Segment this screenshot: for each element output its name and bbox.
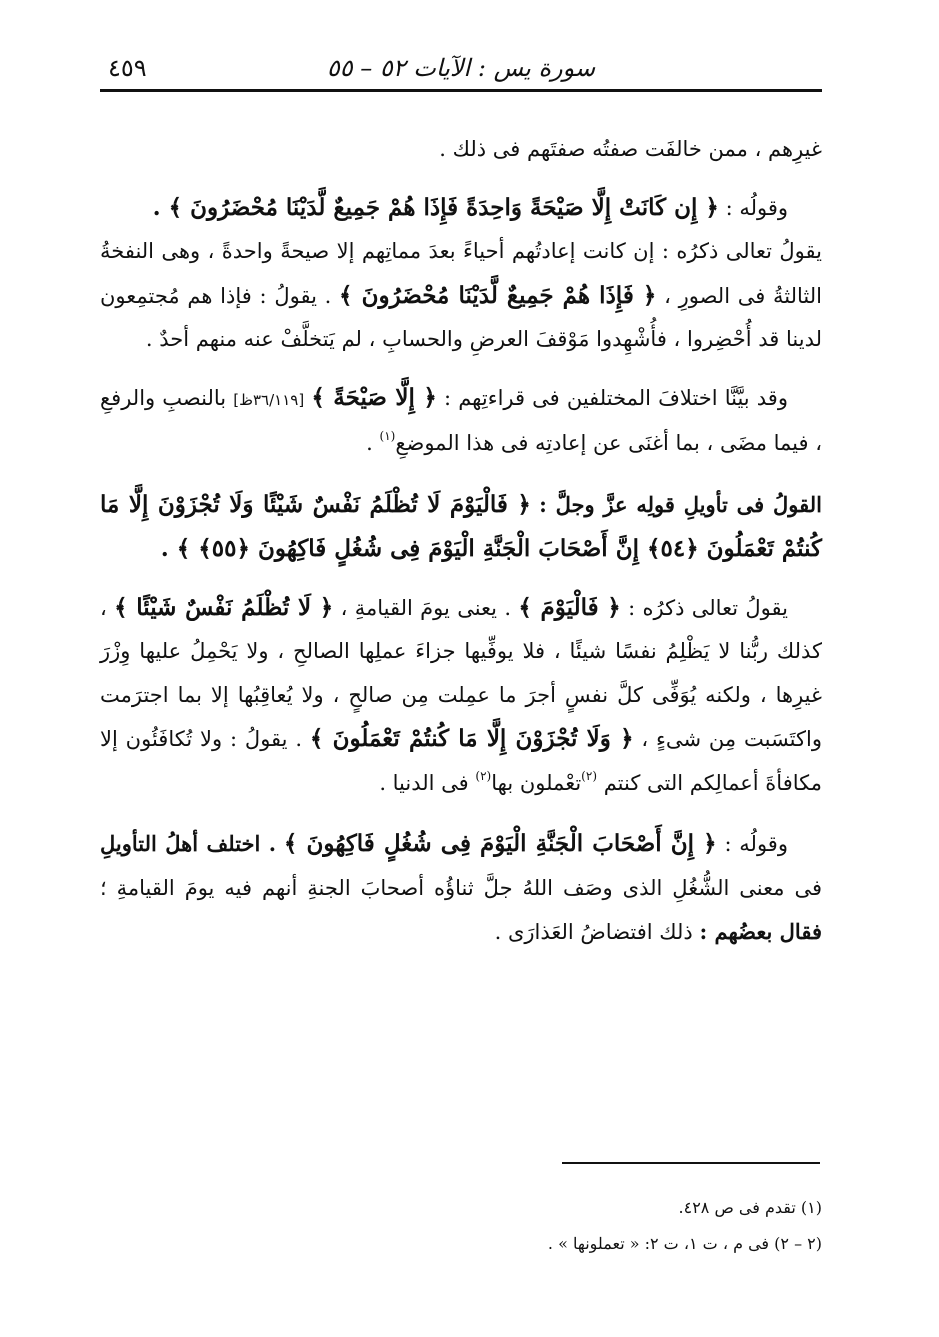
text: يقولُ تعالى ذكرُه : [628,595,788,620]
text: يقولُ تعالى ذكرُه : إن كانت إعادتُهم أحياءً بعدَ مماتِهم إلا صيحةً واحدةً ، وهى النفخةُ الثالثةُ فى الصورِ ، [100,239,822,308]
footnote-marker: (٢) [581,768,597,783]
quran-verse: ﴿ وَلَا تُجْزَوْنَ إِلَّا مَا كُنتُمْ تَعْمَلُونَ ﴾ [309,725,634,752]
text: . [366,431,373,455]
bold-text: . اختلف أهلُ التأويلِ [100,831,277,856]
quran-verse: ﴿ إِلَّا صَيْحَةً ﴾ [311,383,437,411]
footnote-1: (١) تقدم فى ص ٤٢٨. [678,1198,822,1217]
text: تعْملون بها [491,770,582,795]
text: . يقولُ : ولا تُكافَئُون إلا مكافأةَ أعمالِكم التى كنتم [100,727,822,795]
quran-verse: ﴿ إِنَّ أَصْحَابَ الْجَنَّةِ الْيَوْمَ فِى شُغُلٍ فَاكِهُونَ ﴾ [283,830,717,857]
quran-verse: ﴿ فَالْيَوْمَ لَا تُظْلَمُ نَفْسٌ شَيْئًا وَلَا تُجْزَوْنَ إِلَّا مَا كُنتُمْ تَعْمَلُونَ ﴿٥٤﴾ إِنَّ أَصْحَابَ الْجَنَّةِ الْيَوْمَ فِى شُغُلٍ فَاكِهُونَ ﴿٥٥﴾ ﴾ . [100,490,822,562]
text: ، كذلك ربُّنا لا يَظْلِمُ نفسًا شيئًا ، فلا يوفِّيها جزاءَ عملِها الصالحِ ، ولا يَحْمِلُ عليها وِزْرَ غيرِها ، ولكنه يُوَفِّى كلَّ نفسٍ أجرَ ما عمِلت مِن صالحٍ ، ولا يُعاقِبُها إلا بما اجترَمت واكتَسَبت مِن شىءٍ ، [100,595,822,751]
manuscript-reference: [٣٦/١١٩ظ] [233,390,305,409]
text: غيرِهم ، ممن خالفَت صفتُه صفتَهم فى ذلك . [439,137,822,161]
section-heading: القولُ فى تأويلِ قولِه عزَّ وجلَّ : [539,491,822,517]
footnote-marker: (١) [379,429,396,443]
quran-verse: ﴿ إِن كَانَتْ إِلَّا صَيْحَةً وَاحِدَةً فَإِذَا هُمْ جَمِيعٌ لَّدَيْنَا مُحْضَرُونَ ﴾ . [152,193,719,221]
paragraph-1 [100,128,822,172]
text: فى الدنيا . [379,770,469,795]
paragraph-5 [100,483,822,572]
bold-text: فقال بعضُهم : [699,919,822,944]
quran-verse: ﴿ فَإِذَا هُمْ جَمِيعٌ لَّدَيْنَا مُحْضَرُونَ ﴾ [339,281,657,309]
footnotes [100,1190,822,1262]
footnote-marker: (٢) [475,768,492,783]
paragraph-7 [100,822,822,955]
text: . يعنى يومَ القيامةِ ، [340,595,512,620]
text: . يقولُ : فإذا هم مُجتمِعون لدينا قد أُحْضِروا ، فأُشْهِدوا مَوْقفَ العرضِ والحسابِ ، لم يَتخلَّفْ عنه منهم أحدٌ . [100,283,822,351]
paragraph-2 [100,186,822,231]
footnote-2: (٢ – ٢) فى م ، ت ١، ت ٢: « تعملونها » . [547,1234,822,1253]
text: بالنصبِ والرفعِ ، فيما مضَى ، بما أغنَى عن إعادتِه فى هذا الموضعِ [100,385,822,455]
text: وقد بيَّنَّا اختلافَ المختلفين فى قراءتِهم : [444,385,788,410]
paragraph-6 [100,586,822,809]
text: ذلك افتضاضُ العَذارَى . [494,920,693,944]
page-number: ٤٥٩ [108,54,147,82]
paragraph-4 [100,376,822,469]
page-header [100,46,822,92]
header-rule [100,89,822,92]
main-text [100,128,822,955]
quran-verse: ﴿ فَالْيَوْمَ ﴾ [518,593,621,621]
paragraph-3 [100,230,822,362]
footnote-separator [562,1162,820,1164]
quran-verse: ﴿ لَا تُظْلَمُ نَفْسٌ شَيْئًا ﴾ [114,593,334,621]
text: فى معنى الشُّغُلِ الذى وصَف اللهُ جلَّ ثناؤُه أصحابَ الجنةِ أنهم فيه يومَ القيامةِ ؛ [100,875,822,900]
text: وقولُه : [725,195,788,220]
running-title: سورة يس : الآيات ٥٢ – ٥٥ [326,54,596,82]
text: وقولُه : [724,832,788,856]
